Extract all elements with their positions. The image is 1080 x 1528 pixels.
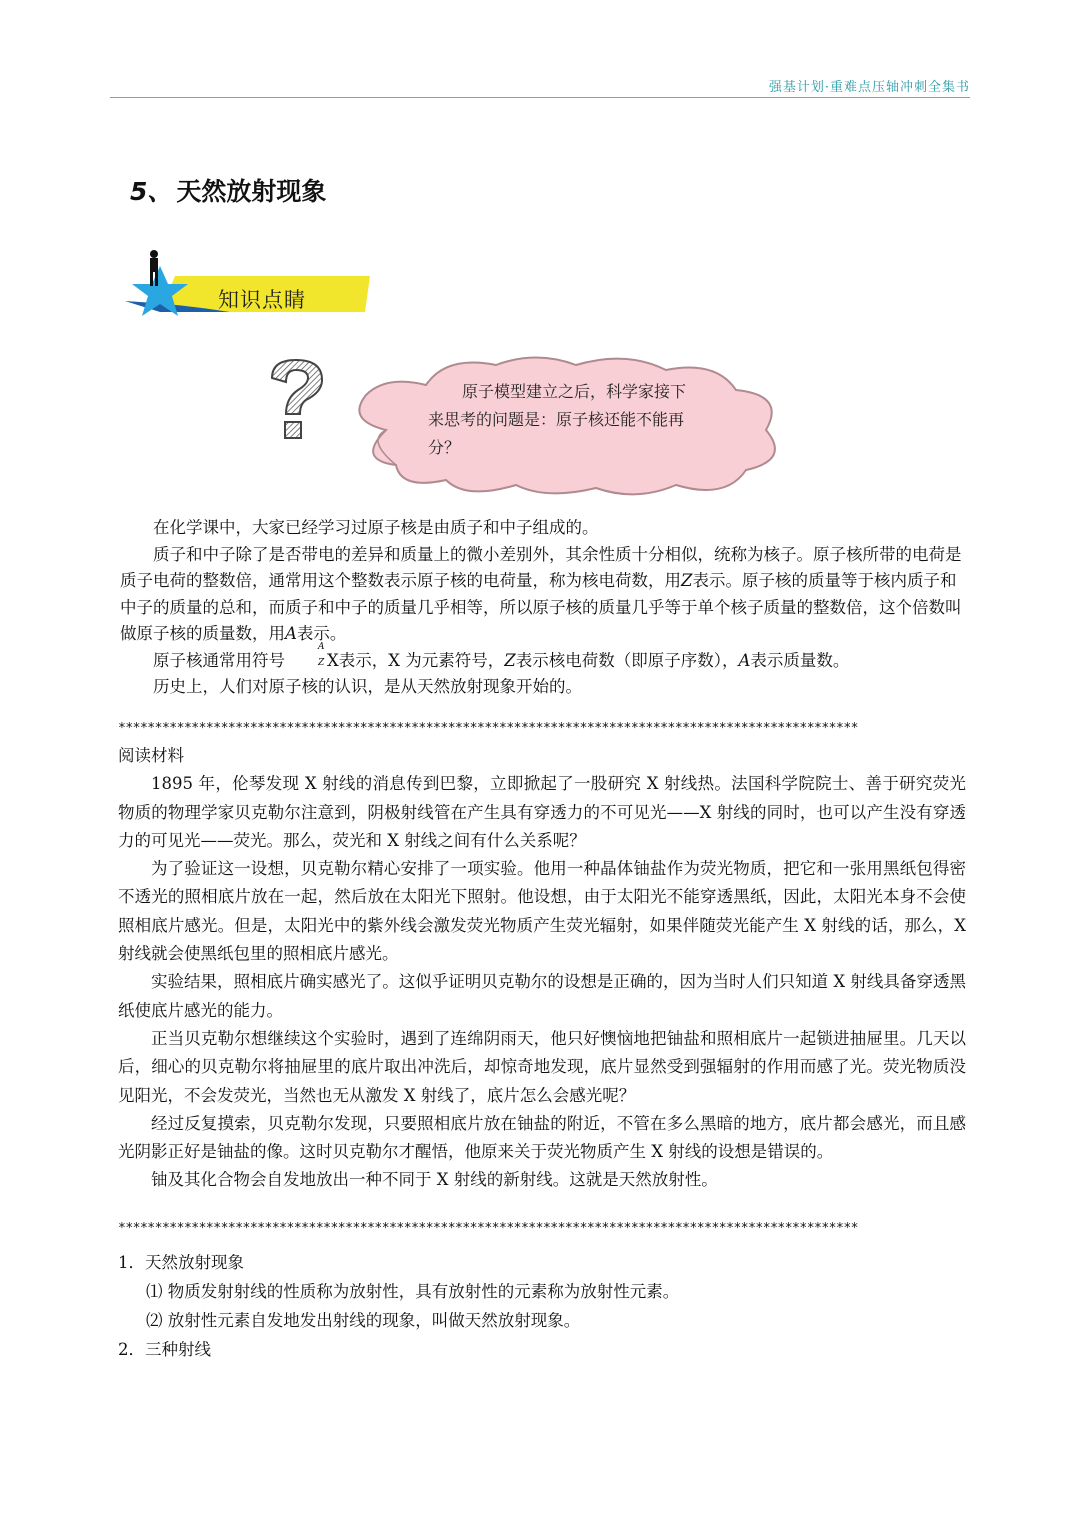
header-divider xyxy=(110,97,970,98)
intro-text xyxy=(120,515,965,701)
reading-material xyxy=(118,742,966,1195)
section-title xyxy=(130,172,326,208)
intro-paragraph-3: 原子核通常用符号 A Z X表示，X 为元素符号，Z表示核电荷数（即原子序数），A表示质量数。 xyxy=(120,648,965,675)
reading-paragraph: 正当贝克勒尔想继续这个实验时，遇到了连绵阴雨天，他只好懊恼地把铀盐和照相底片一起锁进抽屉里。几天以后，细心的贝克勒尔将抽屉里的底片取出冲洗后，却惊奇地发现，底片显然受到强辐射的作用而感了光。荧光物质没见阳光，不会发荧光，当然也无从激发 X 射线了，底片怎么会感光呢？ xyxy=(118,1028,966,1105)
cloud-line-3: 分？ xyxy=(428,438,461,457)
cloud-text xyxy=(428,378,728,462)
section-title-text: 天然放射现象 xyxy=(176,177,327,206)
cloud-line-2: 来思考的问题是：原子核还能不能再 xyxy=(428,410,685,429)
reading-paragraph: 经过反复摸索，贝克勒尔发现，只要照相底片放在铀盐的附近，不管在多么黑暗的地方，底片都会感光，而且感光阴影正好是铀盐的像。这时贝克勒尔才醒悟，他原来关于荧光物质产生 X 射线的设想是错误的。 xyxy=(118,1113,966,1162)
reading-paragraph: 铀及其化合物会自发地放出一种不同于 X 射线的新射线。这就是天然放射性。 xyxy=(151,1170,718,1190)
reading-paragraph: 实验结果，照相底片确实感光了。这似乎证明贝克勒尔的设想是正确的，因为当时人们只知道 X 射线具备穿透黑纸使底片感光的能力。 xyxy=(118,972,966,1020)
nuclide-symbol: A Z X xyxy=(318,641,339,670)
divider-bottom: ***************************************************************************************************** xyxy=(118,1222,858,1236)
intro-paragraph-4: 历史上，人们对原子核的认识，是从天然放射现象开始的。 xyxy=(153,677,582,696)
list-subitem-1: ⑴ 物质发射射线的性质称为放射性，具有放射性的元素称为放射性元素。 xyxy=(146,1282,680,1301)
list-item-1: 1．天然放射现象 xyxy=(118,1253,244,1272)
reading-heading: 阅读材料 xyxy=(118,746,184,765)
knowledge-list xyxy=(118,1248,966,1364)
intro-paragraph-1: 在化学课中，大家已经学习过原子核是由质子和中子组成的。 xyxy=(153,518,599,537)
divider-top: ***************************************************************************************************** xyxy=(118,722,858,736)
list-subitem-2: ⑵ 放射性元素自发地发出射线的现象，叫做天然放射现象。 xyxy=(146,1311,581,1330)
question-mark-icon xyxy=(258,356,338,446)
list-item-2: 2．三种射线 xyxy=(118,1340,211,1359)
header-title: 强基计划·重难点压轴冲刺全集书 xyxy=(768,80,970,95)
intro-paragraph-2: 质子和中子除了是否带电的差异和质量上的微小差别外，其余性质十分相似，统称为核子。原子核所带的电荷是质子电荷的整数倍，通常用这个整数表示原子核的电荷量，称为核电荷数，用Z表示。原子核的质量等于核内质子和中子的质量的总和，而质子和中子的质量几乎相等，所以原子核的质量几乎等于单个核子质量的整数倍，这个倍数叫做原子核的质量数，用A表示。 xyxy=(120,544,962,643)
cloud-line-1: 原子模型建立之后，科学家接下 xyxy=(462,382,687,401)
banner-label: 知识点睛 xyxy=(218,288,306,312)
reading-paragraph: 1895 年，伦琴发现 X 射线的消息传到巴黎，立即掀起了一股研究 X 射线热。法国科学院院士、善于研究荧光物质的物理学家贝克勒尔注意到，阴极射线管在产生具有穿透力的不可见光——X 射线的同时，也可以产生没有穿透力的可见光——荧光。那么，荧光和 X 射线之间有什么关系呢？ xyxy=(118,774,966,850)
section-number: 5、 xyxy=(130,177,173,206)
reading-paragraph: 为了验证这一设想，贝克勒尔精心安排了一项实验。他用一种晶体铀盐作为荧光物质，把它和一张用黑纸包得密不透光的照相底片放在一起，然后放在太阳光下照射。他设想，由于太阳光不能穿透黑纸，因此，太阳光本身不会使照相底片感光。但是，太阳光中的紫外线会激发荧光物质产生荧光辐射，如果伴随荧光能产生 X 射线的话，那么，X 射线就会使黑纸包里的照相底片感光。 xyxy=(118,859,966,964)
